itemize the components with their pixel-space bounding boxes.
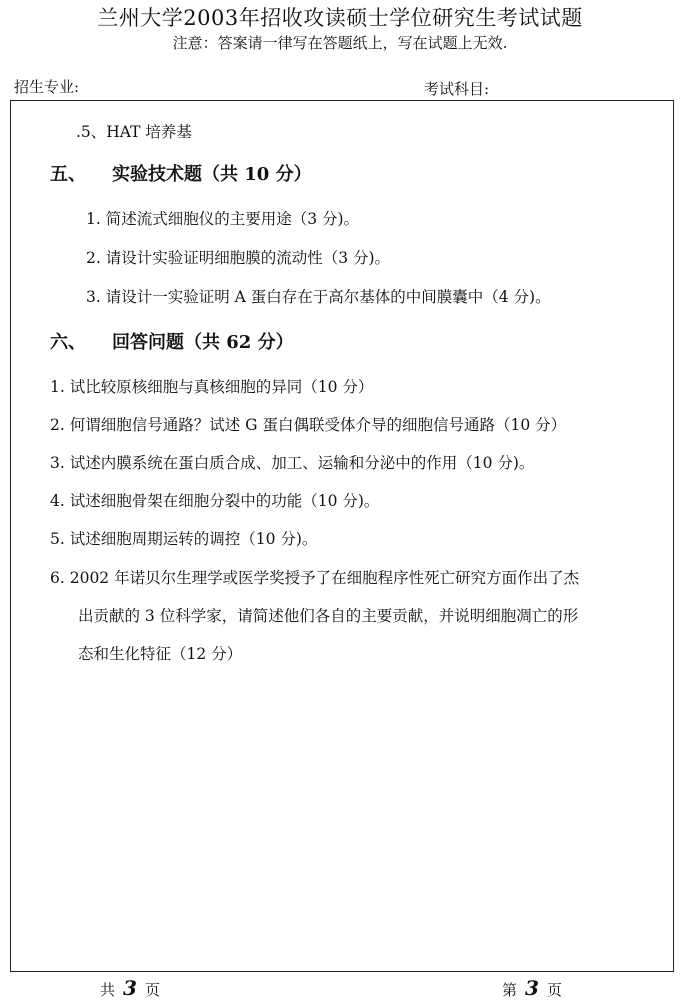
total-pages-prefix: 共 bbox=[100, 981, 116, 999]
section-six-question-4: 4. 试述细胞骨架在细胞分裂中的功能（10 分)。 bbox=[50, 492, 380, 510]
total-pages bbox=[100, 976, 160, 1000]
page-number-suffix: 页 bbox=[546, 981, 562, 999]
section-five-title: 实验技术题（共 10 分） bbox=[112, 164, 312, 185]
section-six-question-3: 3. 试述内膜系统在蛋白质合成、加工、运输和分泌中的作用（10 分)。 bbox=[50, 454, 535, 472]
page-number-value: 3 bbox=[525, 976, 539, 1000]
exam-title: 兰州大学2003年招收攻读硕士学位研究生考试试题 bbox=[97, 6, 583, 30]
section-five-question-2: 2. 请设计实验证明细胞膜的流动性（3 分)。 bbox=[86, 249, 391, 267]
section-six-title: 回答问题（共 62 分） bbox=[112, 332, 294, 353]
section-six-question-5: 5. 试述细胞周期运转的调控（10 分)。 bbox=[50, 530, 318, 548]
exam-notice: 注意：答案请一律写在答题纸上，写在试题上无效. bbox=[172, 34, 508, 52]
section-six-question-6-line-1: 6. 2002 年诺贝尔生理学或医学奖授予了在细胞程序性死亡研究方面作出了杰 bbox=[50, 569, 580, 587]
total-pages-number: 3 bbox=[123, 976, 137, 1000]
section-six-question-2: 2. 何谓细胞信号通路？试述 G 蛋白偶联受体介导的细胞信号通路（10 分） bbox=[50, 416, 567, 434]
subject-label: 考试科目: bbox=[424, 80, 490, 98]
section-six-heading bbox=[50, 328, 294, 354]
section-five-question-1: 1. 简述流式细胞仪的主要用途（3 分)。 bbox=[86, 210, 360, 228]
section-six-question-1: 1. 试比较原核细胞与真核细胞的异同（10 分） bbox=[50, 378, 374, 396]
section-five-number: 五、 bbox=[50, 164, 86, 185]
major-label: 招生专业: bbox=[14, 78, 80, 96]
total-pages-suffix: 页 bbox=[144, 981, 160, 999]
section-six-question-6-line-2: 出贡献的 3 位科学家，请简述他们各自的主要贡献，并说明细胞凋亡的形 bbox=[78, 607, 579, 625]
page-number bbox=[502, 976, 562, 1000]
section-five-question-3: 3. 请设计一实验证明 A 蛋白存在于高尔基体的中间膜囊中（4 分)。 bbox=[86, 288, 551, 306]
page-number-prefix: 第 bbox=[502, 981, 518, 999]
continued-item: .5、HAT 培养基 bbox=[76, 123, 192, 141]
section-five-heading bbox=[50, 160, 312, 186]
section-six-number: 六、 bbox=[50, 332, 86, 353]
section-six-question-6-line-3: 态和生化特征（12 分） bbox=[78, 645, 243, 663]
